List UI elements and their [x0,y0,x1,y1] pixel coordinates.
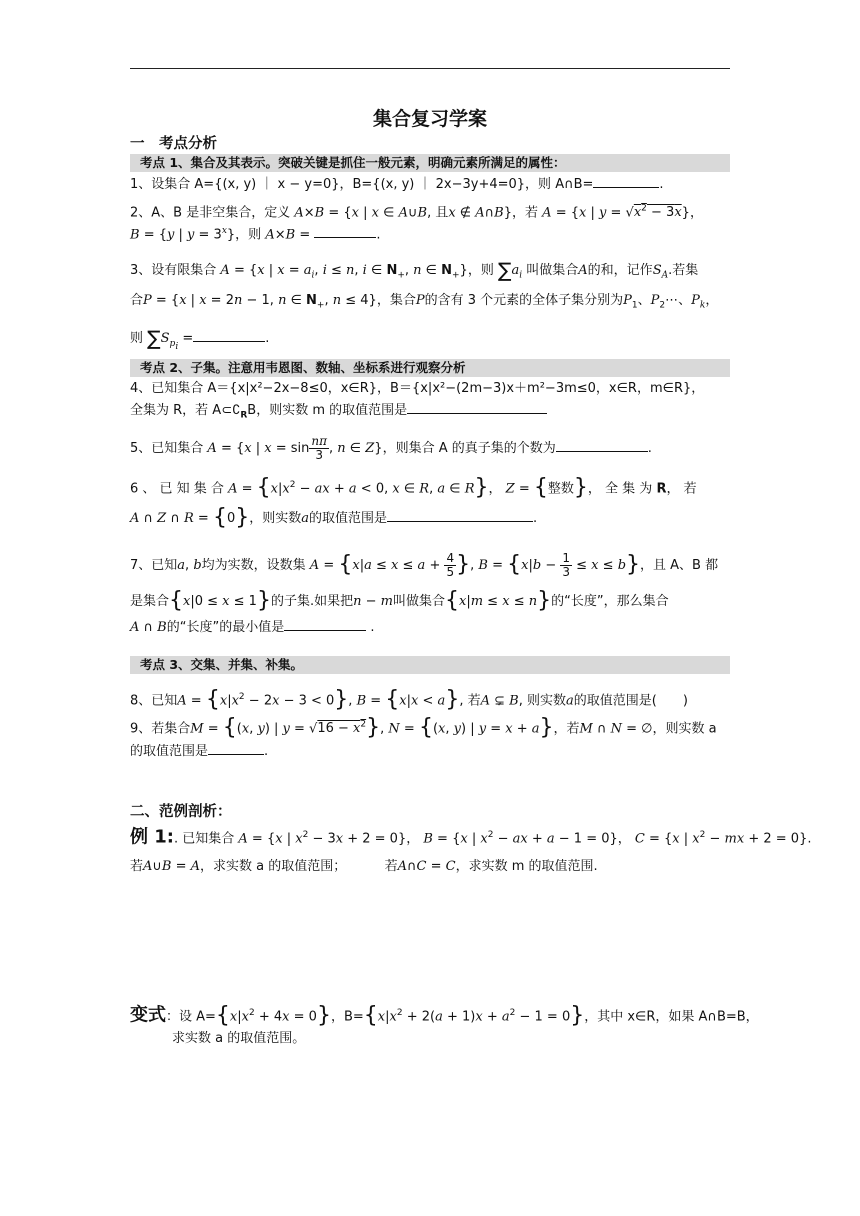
text: 的子集.如果把 [270,594,354,609]
problem-2-text: 2、A、B 是非空集合，定义 [130,205,291,221]
text: 的含有 3 个元素的全体子集分别为 [424,293,624,308]
text: 的取值范围是( ) [573,693,688,709]
text: 则 [130,331,144,346]
text: 若 [384,859,398,874]
example-1-cont: 若A∪B = A，求实数 a 的取值范围； 若A∩C = C，求实数 m 的取值范围. [130,859,598,874]
problem-5-text: 5、已知集合 [130,441,204,456]
answer-blank [407,401,547,414]
topic-bar-3: 考点 3、交集、并集、补集。 [130,656,730,674]
text: ，其中 x∈R，如果 A∩B=B， [584,1009,759,1025]
text: 是集合 [130,594,170,609]
answer-blank [387,509,533,522]
text: 叫做集合 [392,594,445,609]
text: 均为实数，设数集 [201,558,306,573]
text: ，B= [330,1009,364,1025]
text: 叫做集合 [526,263,579,278]
variant-problem-cont: 求实数 a 的取值范围。 [172,1031,306,1046]
text: ，求实数 a 的取值范围； [200,859,347,874]
problem-3-cont2: 则 $\sum S_{p_i}$ = . [130,326,270,352]
problem-6: 6 、 已 知 集 合 $A = \{x|x^2$ − ax + a < 0, x ∈ R, a ∈ R}， Z = {整数}， 全 集 为 R， 若 [130,475,697,501]
problem-7-text: 7、已知 [130,558,178,573]
text: 的“长度”，那么集合 [551,594,669,609]
problem-2: 2、A、B 是非空集合，定义 A×B = {x | x ∈ A∪B, 且x ∉ A∩B}，若 A = {x | $y = √x^2 - 3x$}， [130,204,703,221]
text: ，若 [512,205,539,221]
problem-7-cont: 是集合{x|0 ≤ x ≤ 1}的子集.如果把n − m叫做集合{x|m ≤ x ≤ n}的“长度”，那么集合 [130,588,669,613]
topic-bar-2: 考点 2、子集。注意用韦恩图、数轴、坐标系进行观察分析 [130,359,730,377]
text: ，集合 [376,293,416,308]
text: ， [689,205,703,221]
problem-1: 1、设集合 A={(x, y) ｜ x − y=0}，B={(x, y) ｜ 2x−3y+4=0}，则 A∩B= . [130,177,664,192]
text: 若 [130,859,144,874]
text: B，则实数 m 的取值范围是 [247,403,408,418]
problem-9-cont: 的取值范围是 . [130,744,269,759]
problem-9: 9、若集合M = {(x, y) | $y = √16 - x^2$}, N = {(x, y) | y = x + a}，若M ∩ N = ∅，则实数 a [130,715,717,741]
text: ，则实数 a [652,721,717,737]
text: 若 [467,693,481,709]
text: 则实数 [526,693,566,709]
page-title: 集合复习学案 [372,108,487,130]
text: ，则 [467,263,494,278]
text: . 已知集合 [174,831,235,847]
problem-1-text: 1、设集合 A={(x, y) ｜ x − y=0}，B={(x, y) ｜ 2x−3y+4=0}，则 A∩B= [130,177,594,192]
topic-bar-1: 考点 1、集合及其表示。突破关键是抓住一般元素，明确元素所满足的属性： [130,154,730,172]
text: ， [488,481,502,497]
problem-8: 8、已知$A = \{x|x^2 - 2x - 3 < 0\}$, B = {x|x < a}, 若A ⊊ B, 则实数a的取值范围是( ) [130,687,688,713]
variant-label: 变式 [130,1004,166,1026]
problem-8-text: 8、已知 [130,693,178,709]
example-1: 例 1:. 已知集合 A = {x | $x^2 - 3x + 2 = 0$}， B = {x | $x^2$ − ax + a − 1 = 0}， C = {x | $x^2$ − mx + 2 = 0}. [130,826,812,848]
text: 的和，记作 [587,263,653,278]
header-rule [130,68,730,69]
text: ， 若 [666,481,697,497]
text: ，则实数 [249,511,302,526]
text: 的取值范围是 [309,511,388,526]
problem-5: 5、已知集合 A = {x | x = sin $\frac{n\pi}{3}$ , n ∈ Z}，则集合 A 的真子集的个数为 . [130,434,652,462]
answer-blank [193,329,265,342]
answer-blank [314,225,376,238]
text: ，则集合 A 的真子集的个数为 [382,441,556,456]
answer-blank [208,742,264,755]
section-heading-2: 二、范例剖析： [130,804,232,820]
variant-problem: 变式：设 $A=\{x|x^2 + 4x = 0\}$，$B=\{x|x^2 + 2(a + 1)x + a^2 - 1 = 0\}$，其中 x∈R，如果 A∩B=B， [130,1003,759,1029]
text: 的取值范围是 [130,744,209,759]
text: ，求实数 m 的取值范围. [455,859,598,874]
problem-7-cont2: A ∩ B的“长度”的最小值是 . [130,620,375,635]
answer-blank [284,618,366,631]
text: 整数 [547,481,574,497]
problem-4-cont: 全集为 R，若 $A\subset∁_RB$，则实数 m 的取值范围是 [130,401,730,425]
text: ，则 [235,227,262,243]
problem-3-cont: 合P = {x | x = 2n − 1, n ∈ $N_+$, n ≤ 4}，集合P的含有 3 个元素的全体子集分别为$P_1$、$P_2\cdots$、$P_k$， [130,293,719,311]
answer-blank [593,175,659,188]
problem-6-text: 6 、 已 知 集 合 [130,481,224,497]
text: ，且 A、B 都 [640,558,719,573]
problem-3: 3、设有限集合 A = {x | $x = a_i$, i ≤ n, i ∈ $N_+$, n ∈ $N_+$}，则 $\sum a_i$ 叫做集合A的和，记作$S_A$.若集 [130,258,699,282]
text: 全集为 R，若 A⊂∁ [130,403,241,418]
problem-6-cont: A ∩ Z ∩ R = {0}，则实数a的取值范围是 . [130,505,538,530]
text: ，若 [553,721,580,737]
section-heading-1: 一 考点分析 [130,136,217,152]
problem-4: 4、已知集合 A＝{x|x²−2x−8≤0，x∈R}，B＝{x|x²−(2m−3)x＋m²−3m≤0，x∈R，m∈R}， [130,381,705,396]
problem-2-cont: B = {y | $y = 3^x$}，则 A×B = . [130,226,381,243]
problem-7: 7、已知a, b均为实数，设数集 A = {x|a ≤ x ≤ a + $\frac{4}{5}$ }, B = {x|b − $\frac{1}{3}$ ≤ x ≤ b}，且 A、B 都 [130,551,719,579]
example-label: 例 1: [130,826,174,848]
text: ， 全 集 为 [587,481,653,497]
answer-blank [556,439,648,452]
text: .若集 [668,263,699,278]
problem-9-text: 9、若集合 [130,721,191,737]
problem-3-text: 3、设有限集合 [130,263,217,278]
text: 的“长度”的最小值是 [166,620,285,635]
text: ：设 A= [166,1009,216,1025]
text: 合 [130,293,144,308]
